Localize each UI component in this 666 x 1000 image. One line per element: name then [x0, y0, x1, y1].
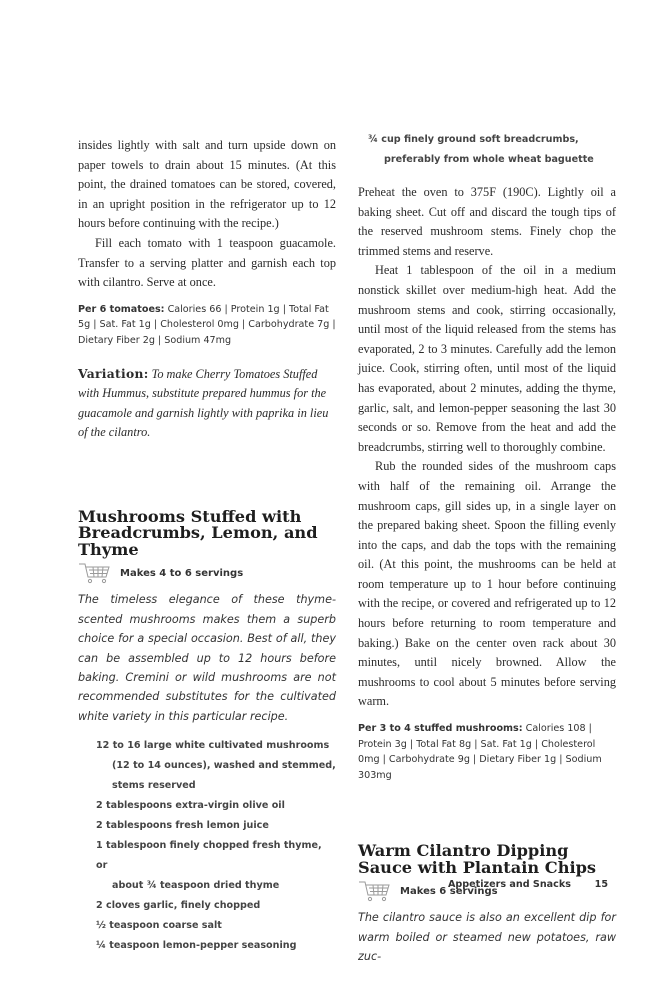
nutrition-lead: Per 3 to 4 stuffed mushrooms: — [358, 723, 523, 735]
servings-text: Makes 6 servings — [400, 885, 498, 897]
servings-line — [78, 562, 336, 584]
nutrition-info — [78, 302, 336, 349]
recipe-intro: The cilantro sauce is also an excellent dip for warm boiled or steamed new potatoes, raw zuc- — [358, 911, 616, 964]
nutrition-text: Calories 66 | Protein 1g | Total Fat 5g | Sat. Fat 1g | Cholesterol 0mg | Carbohydrate 7g | Dietary Fiber 2g | Sodium 47mg — [78, 303, 336, 346]
ingredient-item: 2 cloves garlic, finely chopped — [96, 900, 261, 912]
servings-text: Makes 4 to 6 servings — [120, 567, 244, 579]
body-paragraph: Fill each tomato with 1 teaspoon guacamole. Transfer to a serving platter and garnish each top with cilantro. Serve at once. — [78, 235, 336, 290]
recipe-title: Mushrooms Stuffed with Breadcrumbs, Lemon, and Thyme — [78, 506, 318, 559]
page-footer — [448, 879, 608, 890]
recipe-intro: The timeless elegance of these thyme-scented mushrooms makes them a superb choice for a special occasion. Best of all, they can be assembled up to 12 hours before baking. Cremini or wild mushrooms are not recommended substitutes for the cultivated white variety in this particular recipe. — [78, 593, 336, 723]
page-number: 15 — [594, 879, 608, 890]
recipe-title: Warm Cilantro Dipping Sauce with Plantain Chips — [358, 841, 597, 877]
variation-note — [78, 364, 336, 443]
ingredient-list — [78, 736, 336, 956]
right-column — [358, 0, 616, 967]
ingredient-item: 2 tablespoons fresh lemon juice — [96, 820, 269, 832]
ingredient-item: ½ teaspoon coarse salt — [96, 920, 222, 932]
ingredient-item: 12 to 16 large white cultivated mushrooms (12 to 14 ounces), washed and stemmed, stems reserved — [96, 740, 336, 792]
method-step: Preheat the oven to 375F (190C). Lightly oil a baking sheet. Cut off and discard the tough tips of the reserved mushroom stems. Finely chop the trimmed stems and reserve. — [358, 185, 616, 258]
ingredient-item: 2 tablespoons extra-virgin olive oil — [96, 800, 285, 812]
ingredient-list-continued — [358, 130, 616, 170]
ingredient-item: ¼ teaspoon lemon-pepper seasoning — [96, 940, 297, 952]
nutrition-lead: Per 6 tomatoes: — [78, 303, 165, 315]
running-footer-section: Appetizers and Snacks — [448, 879, 571, 890]
shopping-cart-icon — [78, 562, 112, 584]
ingredient-item: ¾ cup finely ground soft breadcrumbs, preferably from whole wheat baguette — [368, 134, 594, 165]
variation-text: To make Cherry Tomatoes Stuffed with Hummus, substitute prepared hummus for the guacamole and garnish lightly with paprika in lieu of the cilantro. — [78, 366, 329, 440]
left-column — [78, 0, 336, 956]
body-paragraph: insides lightly with salt and turn upside down on paper towels to drain about 15 minutes. (At this point, the drained tomatoes can be stored, covered, in an upright position in the refrigerator up to 12 hours before continuing with the recipe.) — [78, 138, 336, 231]
ingredient-item: 1 tablespoon finely chopped fresh thyme, or about ¾ teaspoon dried thyme — [96, 840, 322, 892]
variation-label: Variation: — [78, 365, 149, 381]
method-step: Heat 1 tablespoon of the oil in a medium nonstick skillet over medium-high heat. Add the mushroom stems and cook, stirring occasionally, until most of the liquid released from the stems has evaporated, 2 to 3 minutes. Carefully add the lemon juice. Cook, stirring often, until most of the liquid has evaporated, about 2 minutes, adding the thyme, garlic, salt, and lemon-pepper seasoning the last 30 seconds or so. Remove from the heat and add the breadcrumbs, stirring well to thoroughly combine. — [358, 263, 616, 454]
nutrition-info — [358, 721, 616, 783]
nutrition-text: Calories 108 | Protein 3g | Total Fat 8g | Sat. Fat 1g | Cholesterol 0mg | Carbohydrate 9g | Dietary Fiber 1g | Sodium 303mg — [358, 723, 602, 781]
method-step: Rub the rounded sides of the mushroom caps with half of the remaining oil. Arrange the mushroom caps, gill sides up, in a single layer on the prepared baking sheet. Spoon the filling evenly into the caps, and dab the tops with the remaining oil. (At this point, the mushrooms can be held at room temperature up to 1 hour before continuing with the recipe, or covered and refrigerated up to 12 hours before returning to room temperature and baking.) Bake on the center oven rack about 30 minutes, until nicely browned. Allow the mushrooms to cool about 5 minutes before serving warm. — [358, 459, 616, 709]
shopping-cart-icon — [358, 880, 392, 902]
